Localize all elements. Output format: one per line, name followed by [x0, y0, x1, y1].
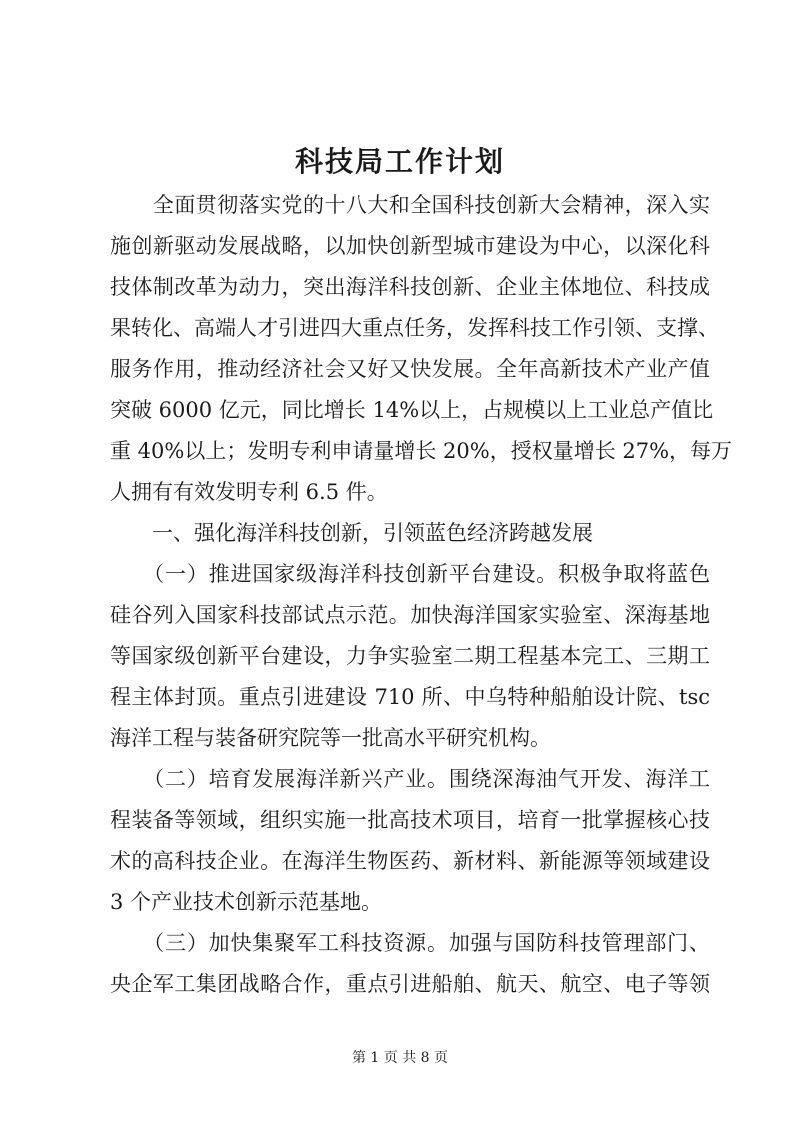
- text-line: 程主体封顶。重点引进建设 710 所、中乌特种船舶设计院、tsc: [110, 685, 710, 709]
- text-line: 施创新驱动发展战略，以加快创新型城市建设为中心，以深化科: [110, 234, 710, 258]
- text-line: （三）加快集聚军工科技资源。加强与国防科技管理部门、: [110, 931, 710, 955]
- page-number-footer: 第 1 页 共 8 页: [351, 1050, 449, 1066]
- text-line: 硅谷列入国家科技部试点示范。加快海洋国家实验室、深海基地: [110, 603, 710, 627]
- text-line: 技体制改革为动力，突出海洋科技创新、企业主体地位、科技成: [110, 275, 710, 299]
- text-line: 术的高科技企业。在海洋生物医药、新材料、新能源等领域建设: [110, 849, 710, 873]
- text-line: （一）推进国家级海洋科技创新平台建设。积极争取将蓝色: [110, 562, 710, 586]
- text-line: 程装备等领域，组织实施一批高技术项目，培育一批掌握核心技: [110, 808, 710, 832]
- text-line: 突破 6000 亿元，同比增长 14%以上，占规模以上工业总产值比: [110, 398, 714, 422]
- section-heading: 一、强化海洋科技创新，引领蓝色经济跨越发展: [110, 521, 593, 545]
- document-title: 科技局工作计划: [294, 145, 505, 178]
- text-line: 央企军工集团战略合作，重点引进船舶、航天、航空、电子等领: [110, 972, 710, 996]
- text-line: 3 个产业技术创新示范基地。: [110, 890, 383, 914]
- text-line: （二）培育发展海洋新兴产业。围绕深海油气开发、海洋工: [110, 767, 710, 791]
- text-line: 海洋工程与装备研究院等一批高水平研究机构。: [110, 726, 551, 750]
- text-line: 重 40%以上；发明专利申请量增长 20%，授权量增长 27%，每万: [110, 439, 733, 463]
- text-line: 等国家级创新平台建设，力争实验室二期工程基本完工、三期工: [110, 644, 710, 668]
- text-line: 服务作用，推动经济社会又好又快发展。全年高新技术产业产值: [110, 357, 710, 381]
- text-line: 果转化、高端人才引进四大重点任务，发挥科技工作引领、支撑、: [110, 316, 719, 340]
- text-line: 人拥有有效发明专利 6.5 件。: [110, 480, 388, 504]
- text-line: 全面贯彻落实党的十八大和全国科技创新大会精神，深入实: [110, 193, 710, 217]
